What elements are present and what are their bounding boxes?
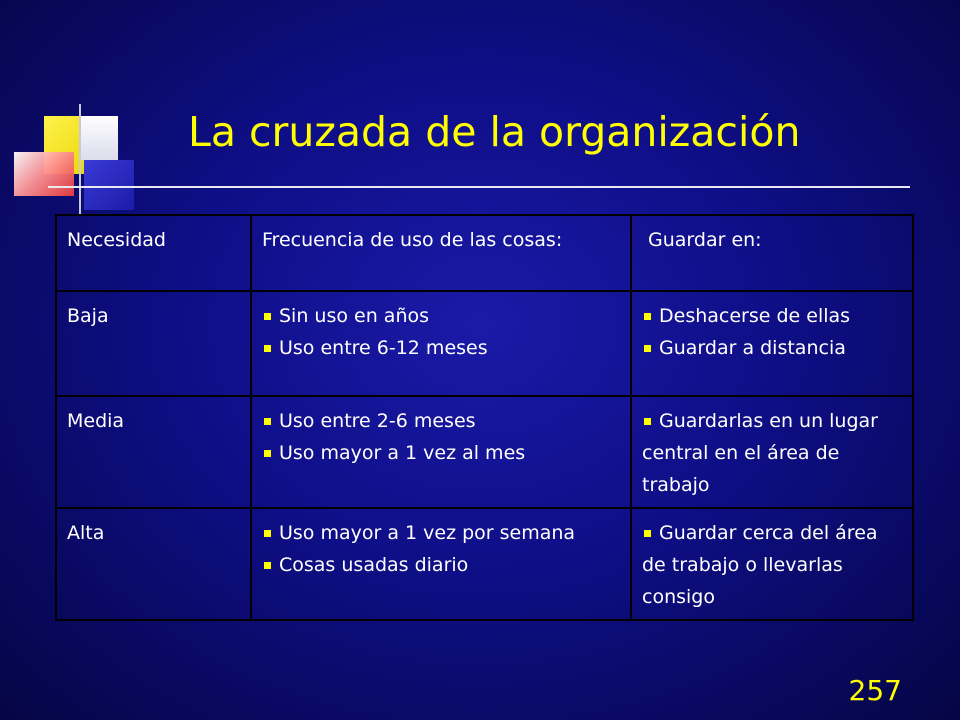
list-item <box>642 517 904 613</box>
list-item <box>642 300 904 332</box>
list-item-text: Uso mayor a 1 vez por semana <box>279 522 576 544</box>
title-divider-line <box>48 186 910 188</box>
bullet-icon <box>264 418 271 425</box>
list-item-text: Uso entre 2-6 meses <box>279 410 476 432</box>
bullet-icon <box>644 418 651 425</box>
need-cell: Media <box>56 396 251 508</box>
decor-white-square <box>80 116 118 160</box>
list-item-text: Uso entre 6-12 meses <box>279 337 488 359</box>
list-item <box>642 405 904 501</box>
bullet-icon <box>644 313 651 320</box>
bullet-icon <box>264 530 271 537</box>
header-frequency: Frecuencia de uso de las cosas: <box>251 215 631 291</box>
bullet-icon <box>264 345 271 352</box>
table-row <box>56 508 913 620</box>
frequency-cell <box>251 508 631 620</box>
list-item-text: Cosas usadas diario <box>279 554 469 576</box>
decor-blue-square <box>84 160 134 210</box>
frequency-cell <box>251 396 631 508</box>
bullet-icon <box>264 562 271 569</box>
slide-title: La cruzada de la organización <box>188 108 801 156</box>
header-need: Necesidad <box>56 215 251 291</box>
list-item-text: Guardar cerca del área de trabajo o llevarlas consigo <box>642 522 878 608</box>
needs-table <box>55 214 914 621</box>
list-item <box>262 300 622 332</box>
table-row <box>56 291 913 396</box>
list-item <box>262 517 622 549</box>
list-item <box>262 332 622 364</box>
table-row <box>56 396 913 508</box>
header-storage-label: Guardar en: <box>648 229 762 251</box>
frequency-cell <box>251 291 631 396</box>
list-item-text: Deshacerse de ellas <box>659 305 851 327</box>
bullet-icon <box>264 313 271 320</box>
list-item-text: Uso mayor a 1 vez al mes <box>279 442 526 464</box>
storage-cell <box>631 291 913 396</box>
list-item <box>262 437 622 469</box>
list-item <box>642 332 904 364</box>
list-item <box>262 549 622 581</box>
storage-cell <box>631 396 913 508</box>
list-item-text: Guardarlas en un lugar central en el área de trabajo <box>642 410 878 496</box>
list-item <box>262 405 622 437</box>
header-storage <box>631 215 913 291</box>
need-cell: Alta <box>56 508 251 620</box>
list-item-text: Guardar a distancia <box>659 337 846 359</box>
page-number: 257 <box>848 674 902 707</box>
decor-vertical-line <box>79 104 81 216</box>
bullet-icon <box>644 345 651 352</box>
bullet-icon <box>264 450 271 457</box>
decor-red-square <box>14 152 74 196</box>
list-item-text: Sin uso en años <box>279 305 430 327</box>
storage-cell <box>631 508 913 620</box>
need-cell: Baja <box>56 291 251 396</box>
bullet-icon <box>644 530 651 537</box>
table-header-row <box>56 215 913 291</box>
